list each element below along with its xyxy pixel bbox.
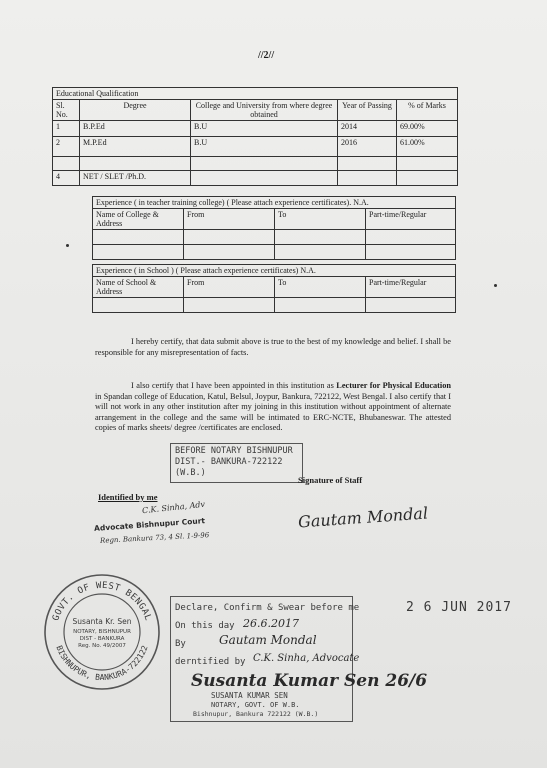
header-part-time: Part-time/Regular	[366, 277, 456, 298]
certification-paragraph-1: I hereby certify, that data submit above is true to the best of my knowledge and belief. I shall be responsible for any misrepresentation of facts.	[95, 337, 451, 357]
advocate-stamp: Advocate Bishnupur Court	[93, 516, 206, 533]
seal-name: Susanta Kr. Sen	[72, 617, 132, 626]
cell: 4	[53, 171, 80, 186]
declaration-line: Declare, Confirm & Swear before me	[175, 603, 360, 613]
seal-line-2: DIST - BANKURA	[79, 636, 125, 642]
header-sl-no: Sl. No.	[53, 100, 80, 121]
cell	[191, 171, 338, 186]
cell: 2016	[338, 137, 397, 157]
speck	[494, 284, 497, 287]
table-row	[93, 245, 456, 260]
notary-place: Bishnupur, Bankura 722122 (W.B.)	[193, 710, 319, 718]
table-row	[93, 277, 456, 298]
cell: 2	[53, 137, 80, 157]
declaration-date: 26.6.2017	[243, 617, 299, 630]
table-row	[53, 171, 458, 186]
cell: B.U	[191, 137, 338, 157]
seal-outer-bottom: BISHNUPUR, BANKURA-722122	[54, 644, 150, 682]
cell	[93, 245, 184, 260]
table-row	[53, 157, 458, 171]
education-table	[52, 87, 458, 186]
cell	[184, 245, 275, 260]
signature-of-staff-label: Signature of Staff	[298, 475, 363, 485]
cell	[397, 157, 458, 171]
seal-line-1: NOTARY, BISHNUPUR	[73, 629, 131, 635]
stamp-line-2: DIST.- BANKURA-722122 (W.B.)	[175, 457, 283, 478]
seal-outer-top: GOVT. OF WEST BENGAL	[51, 580, 153, 623]
header-marks: % of Marks	[397, 100, 458, 121]
notary-declaration-box	[170, 596, 428, 722]
cell: 69.00%	[397, 121, 458, 137]
header-degree: Degree	[80, 100, 191, 121]
experience-college-caption: Experience ( in teacher training college) ( Please attach experience certificates). N.A.	[93, 197, 456, 209]
cell	[93, 230, 184, 245]
table-row	[93, 230, 456, 245]
table-row	[93, 209, 456, 230]
cell	[275, 230, 366, 245]
by-label: By	[175, 639, 186, 649]
header-to: To	[275, 209, 366, 230]
cell	[80, 157, 191, 171]
header-college-name: Name of College & Address	[93, 209, 184, 230]
cell	[275, 245, 366, 260]
header-from: From	[184, 209, 275, 230]
notary-title: NOTARY, GOVT. OF W.B.	[211, 701, 300, 709]
notary-name: SUSANTA KUMAR SEN	[211, 691, 288, 700]
cell	[338, 171, 397, 186]
stamp-line-1: BEFORE NOTARY BISHNUPUR	[175, 446, 293, 456]
header-school-name: Name of School & Address	[93, 277, 184, 298]
education-caption: Educational Qualification	[53, 88, 458, 100]
cell	[184, 298, 275, 313]
education-header-row	[53, 100, 458, 121]
seal-line-3: Reg. No. 49/2007	[78, 643, 126, 649]
staff-signature: Gautam Mondal	[297, 503, 429, 532]
before-notary-stamp	[170, 443, 303, 483]
identifier-name: C.K. Sinha, Advocate	[253, 653, 360, 664]
certify-text-post: in Spandan college of Education, Katul, Belsul, Joypur, Bankura, 722122, West Bengal. I also certify that I will not work in any other institution after my joining in this institution without appointment of alternate arrangement in the college and the same will be intimated to ERC-NCTE, Bhubaneswar. The attested copies of marks sheets/ degree /certificates are enclosed.	[95, 391, 451, 433]
experience-school-caption: Experience ( in School ) ( Please attach experience certificates) N.A.	[93, 265, 456, 277]
on-this-day-label: On this day	[175, 621, 235, 631]
cell: M.P.Ed	[80, 137, 191, 157]
cell	[397, 171, 458, 186]
cell: 1	[53, 121, 80, 137]
table-row	[93, 298, 456, 313]
table-row	[53, 137, 458, 157]
header-college: College and University from where degree obtained	[191, 100, 338, 121]
certify-text-bold: Lecturer for Physical Education	[336, 381, 452, 390]
certify-text-pre: I also certify that I have been appointed in this institution as	[131, 381, 337, 390]
cell	[93, 298, 184, 313]
certification-paragraph-2	[95, 381, 451, 434]
date-stamp: 2 6 JUN 2017	[406, 600, 512, 615]
header-part-time: Part-time/Regular	[366, 209, 456, 230]
declarant-name: Gautam Mondal	[219, 633, 317, 647]
cell	[275, 298, 366, 313]
cell: B.U	[191, 121, 338, 137]
cell	[366, 298, 456, 313]
identified-by-line: derntified by	[175, 657, 246, 667]
notary-signature: Susanta Kumar Sen 26/6	[191, 671, 428, 691]
notary-seal	[42, 572, 162, 692]
header-from: From	[184, 277, 275, 298]
cell	[191, 157, 338, 171]
cell	[366, 230, 456, 245]
speck	[66, 244, 69, 247]
cell	[53, 157, 80, 171]
cell: NET / SLET /Ph.D.	[80, 171, 191, 186]
cell	[184, 230, 275, 245]
page-number: //2//	[258, 50, 275, 61]
cell: B.P.Ed	[80, 121, 191, 137]
header-year: Year of Passing	[338, 100, 397, 121]
table-row	[53, 121, 458, 137]
cell: 61.00%	[397, 137, 458, 157]
cell	[338, 157, 397, 171]
advocate-registration: Regn. Bankura 73, 4 Sl. 1-9-96	[99, 531, 210, 545]
identifier-signature: C.K. Sinha, Adv	[141, 499, 206, 516]
experience-school-table	[92, 264, 456, 313]
experience-college-table	[92, 196, 456, 260]
header-to: To	[275, 277, 366, 298]
cell	[366, 245, 456, 260]
cell: 2014	[338, 121, 397, 137]
identified-by-label: Identified by me	[98, 492, 158, 502]
